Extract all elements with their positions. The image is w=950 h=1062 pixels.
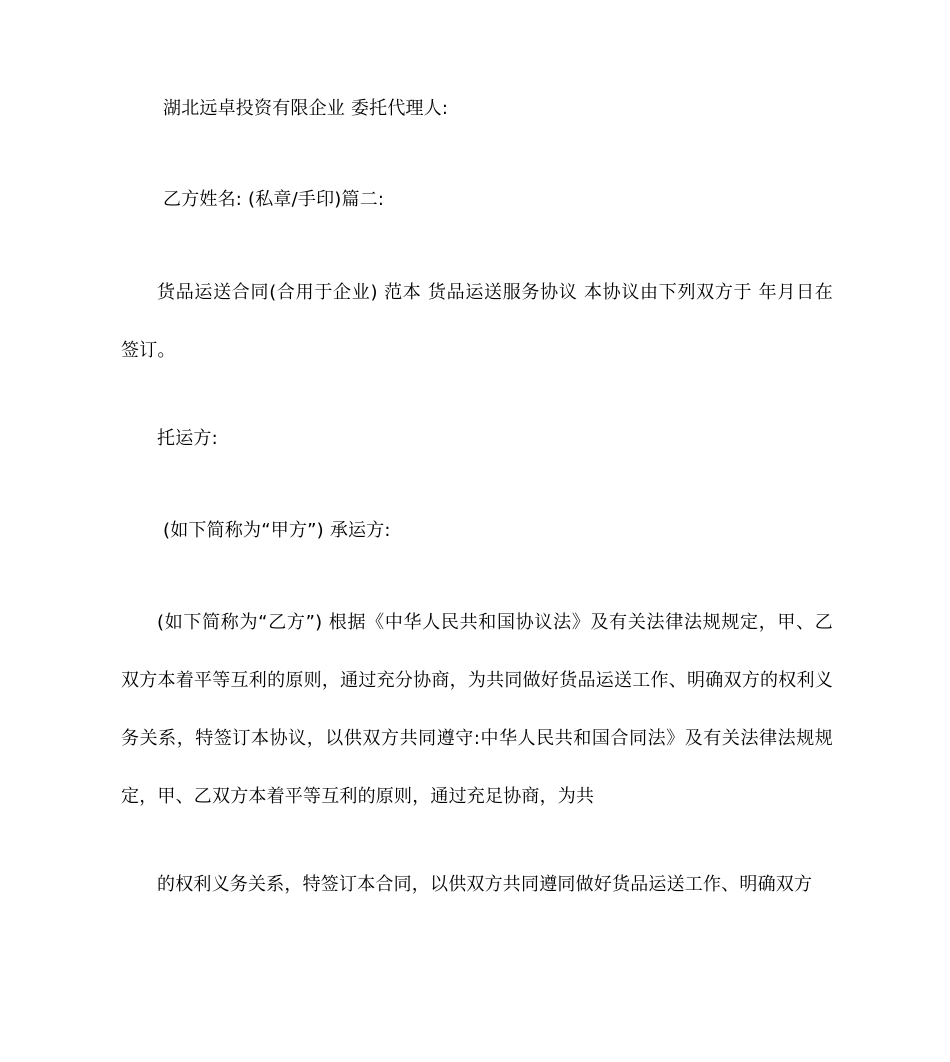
paragraph-rights-obligations: 的权利义务关系，特签订本合同，以供双方共同遵同做好货品运送工作、明确双方 (157, 874, 813, 895)
paragraph-shipper: 托运方: (157, 428, 218, 449)
paragraph-contract-title: 货品运送合同(合用于企业) 范本 货品运送服务协议 本协议由下列双方于 年月日在 签订。 (121, 282, 833, 361)
paragraph-company-agent: 湖北远卓投资有限企业 委托代理人: (163, 98, 449, 119)
paragraph-party-a-carrier: (如下简称为“甲方”) 承运方: (163, 520, 391, 541)
paragraph-contract-basis: (如下简称为“乙方”) 根据《中华人民共和国协议法》及有关法律法规规定，甲、乙双方本着平等互利的原则，通过充分协商，为共同做好货品运送工作、明确双方的权利义务关系，特签订本协议，以供双方共同遵守:中华人民共和国合同法》及有关法律法规规定，甲、乙双方本着平等互利的原则，通过充足协商，为共 (121, 612, 833, 807)
paragraph-party-b-name: 乙方姓名: (私章/手印)篇二: (163, 189, 385, 210)
